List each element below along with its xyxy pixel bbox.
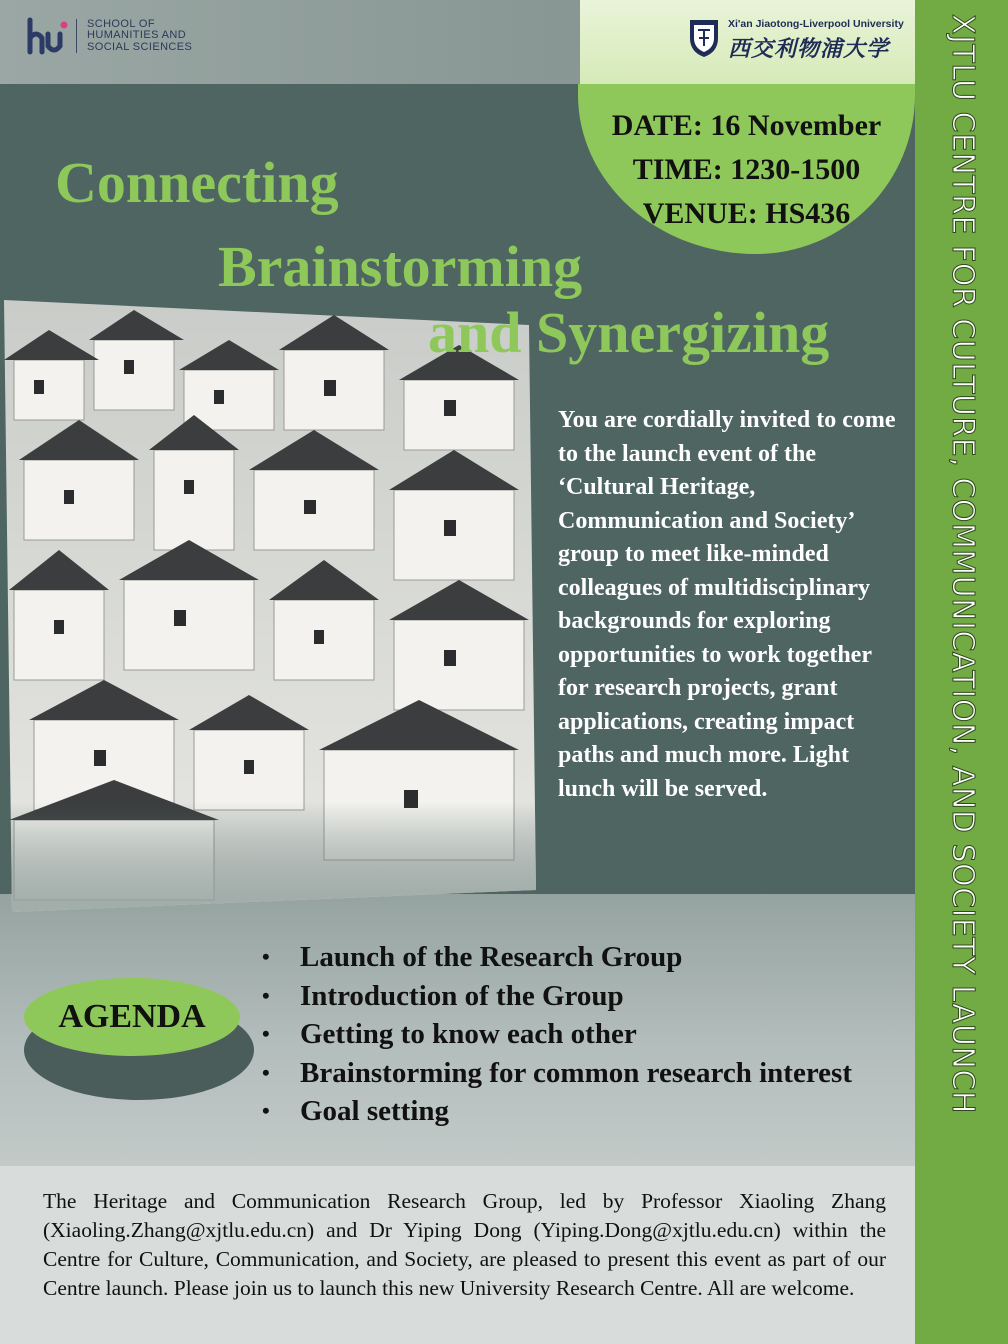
agenda-item-text: Brainstorming for common research interest xyxy=(300,1056,852,1089)
agenda-item xyxy=(262,938,912,977)
agenda-item-text: Launch of the Research Group xyxy=(300,941,683,973)
title-line-2: Brainstorming xyxy=(218,234,583,299)
university-name-cn: 西交利物浦大学 xyxy=(728,36,890,62)
bullet-icon: • xyxy=(262,1059,270,1085)
agenda-item-text: Goal setting xyxy=(300,1095,450,1127)
school-line: SCHOOL OF xyxy=(87,17,155,30)
school-name xyxy=(87,19,192,54)
invitation-text: You are cordially invited to come to the launch event of the ‘Cultural Heritage, Communication and Society’ group to meet like-minded colleagues of multidisciplinary backgrounds for exploring opportunities to work together for research projects, grant applications, creating impact paths and much more. Light lunch will be served. xyxy=(558,407,896,802)
agenda-item-text: Introduction of the Group xyxy=(300,979,624,1012)
agenda-item xyxy=(262,1054,912,1093)
school-line: HUMANITIES AND xyxy=(87,29,187,42)
hu-logo-icon xyxy=(26,16,70,56)
event-date: DATE: 16 November xyxy=(611,109,882,142)
school-line: SOCIAL SCIENCES xyxy=(87,40,193,53)
agenda-list xyxy=(262,938,912,1131)
school-logo xyxy=(26,16,192,56)
agenda-item xyxy=(262,1092,912,1131)
bullet-icon: • xyxy=(262,1098,270,1123)
footer-text: The Heritage and Communication Research Group, led by Professor Xiaoling Zhang (Xiaoling.Zhang@xjtlu.edu.cn) and Dr Yiping Dong (Yiping.Dong@xjtlu.edu.cn) within the Centre for Culture, Communication, and Society, are pleased to present this event as part of our Centre launch. Please join us to launch this new University Research Centre. All are welcome. xyxy=(43,1189,886,1300)
event-venue: VENUE: HS436 xyxy=(642,197,851,230)
university-logo-panel xyxy=(580,0,915,84)
bullet-icon: • xyxy=(262,944,270,969)
event-details xyxy=(578,104,915,236)
village-rooftops-image xyxy=(4,300,536,912)
bullet-icon: • xyxy=(262,1021,270,1046)
vertical-title: XJTLU CENTRE FOR CULTURE, COMMUNICATION, AND SOCIETY LAUNCH xyxy=(945,14,980,1114)
agenda-label: AGENDA xyxy=(58,998,206,1035)
bullet-icon: • xyxy=(262,982,270,1008)
title-line-1: Connecting xyxy=(55,150,339,215)
university-crest-icon xyxy=(688,18,720,58)
agenda-badge xyxy=(24,978,240,1056)
agenda-item-text: Getting to know each other xyxy=(300,1018,637,1050)
event-time: TIME: 1230-1500 xyxy=(632,153,861,186)
logo-divider xyxy=(76,19,77,53)
university-name-en: Xi'an Jiaotong-Liverpool University xyxy=(728,18,904,30)
agenda-item xyxy=(262,977,912,1016)
agenda-item xyxy=(262,1015,912,1054)
title-line-3: and Synergizing xyxy=(428,300,830,365)
